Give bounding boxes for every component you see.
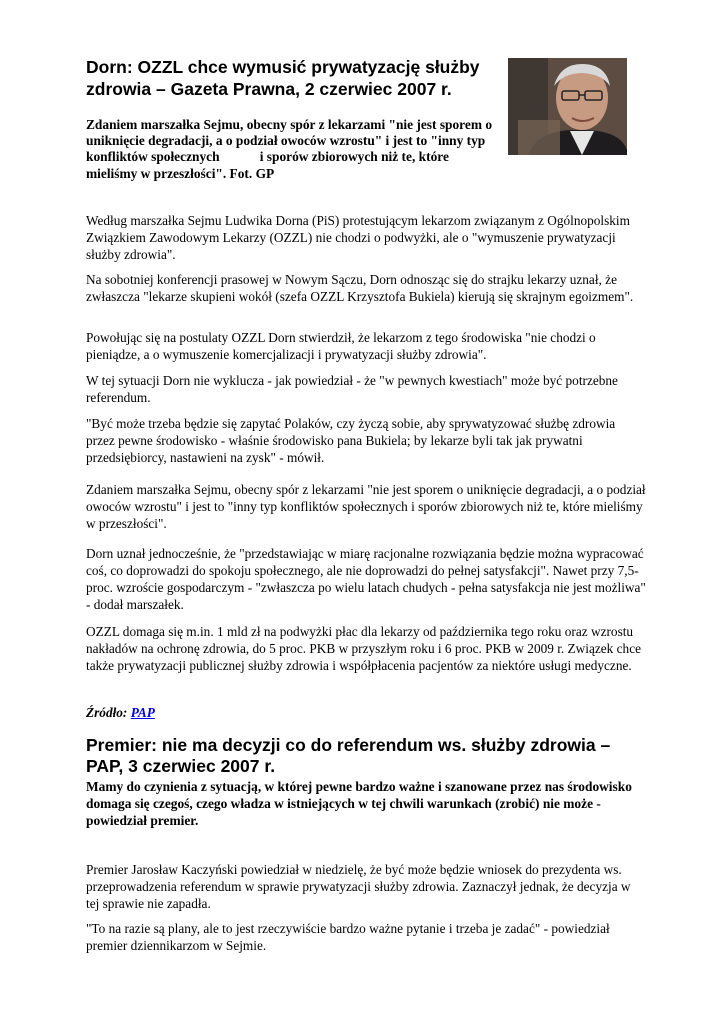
article-1-paragraph: Według marszałka Sejmu Ludwika Dorna (PiS) protestującym lekarzom związanym z Ogólnopolskim Związkiem Zawodowym Lekarzy (OZZL) nie chodzi o podwyżki, ale o "wymuszenie prywatyzacji służby zdrowia". (86, 213, 630, 262)
source-label: Źródło: (86, 705, 128, 720)
article-1-paragraph: Powołując się na postulaty OZZL Dorn stwierdził, że lekarzom z tego środowiska "nie chodzi o pieniądze, a o wymuszenie komercjalizacji i prywatyzacji służby zdrowia". (86, 330, 596, 362)
article-photo (508, 58, 627, 155)
article-2-paragraph: Premier Jarosław Kaczyński powiedział w niedzielę, że być może będzie wniosek do prezydenta ws. przeprowadzenia referendum w sprawie prywatyzacji służby zdrowia. Zaznaczył jednak, że decyzja w tej sprawie nie zapadła. (86, 862, 631, 911)
article-2-lead: Mamy do czynienia z sytuacją, w której pewne bardzo ważne i szanowane przez nas środowisko domaga się czegoś, czego władza w istniejących w tej chwili warunkach (zrobić) nie może - powiedział premier. (86, 779, 632, 828)
article-1-lead: Zdaniem marszałka Sejmu, obecny spór z lekarzami "nie jest sporem o uniknięcie degradacji, a o podział owoców wzrostu" i jest to "inny typ konfliktów społecznych i sporów zbiorowych niż te, które mieliśmy w przeszłości". Fot. GP (86, 117, 496, 181)
article-1-paragraph: "Być może trzeba będzie się zapytać Polaków, czy życzą sobie, aby sprywatyzować służbę zdrowia przez pewne środowisko - właśnie środowisko pana Bukiela; by lekarze byli tak jak prywatni przedsiębiorcy, nastawieni na zysk" - mówił. (86, 416, 616, 465)
source-line (86, 705, 155, 721)
article-1-paragraph: Dorn uznał jednocześnie, że "przedstawiając w miarę racjonalne rozwiązania będzie można wypracować coś, co doprowadzi do spokoju społecznego, ale nie doprowadzi do pełnej satysfakcji". Nawet przy 7,5-proc. wzroście gospodarczym - "zwłaszcza po wielu latach chudych - pełna satysfakcja nie jest możliwa" - dodał marszałek. (86, 546, 646, 612)
article-1-paragraph: W tej sytuacji Dorn nie wyklucza - jak powiedział - że "w pewnych kwestiach" może być potrzebne referendum. (86, 373, 618, 405)
article-1-paragraph: OZZL domaga się m.in. 1 mld zł na podwyżki płac dla lekarzy od października tego roku oraz wzrostu nakładów na ochronę zdrowia, do 5 proc. PKB w przyszłym roku i 6 proc. PKB w 2009 r. Związek chce także prywatyzacji publicznej służby zdrowia i współpłacenia pacjentów za niektóre usługi medyczne. (86, 624, 642, 673)
source-link-pap[interactable]: PAP (130, 705, 155, 720)
article-1-title: Dorn: OZZL chce wymusić prywatyzację służby zdrowia – Gazeta Prawna, 2 czerwiec 2007 r. (86, 57, 480, 99)
article-1-paragraph: Na sobotniej konferencji prasowej w Nowym Sączu, Dorn odnosząc się do strajku lekarzy uznał, że zwłaszcza "lekarze skupieni wokół (szefa OZZL Krzysztofa Bukiela) kierują się skrajnym egoizmem". (86, 272, 634, 304)
article-1-paragraph: Zdaniem marszałka Sejmu, obecny spór z lekarzami "nie jest sporem o uniknięcie degradacji, a o podział owoców wzrostu" i jest to "inny typ konfliktów społecznych i sporów zbiorowych niż te, które mieliśmy w przeszłości". (86, 482, 646, 531)
article-2-paragraph: "To na razie są plany, ale to jest rzeczywiście bardzo ważne pytanie i trzeba je zadać" - powiedział premier dziennikarzom w Sejmie. (86, 921, 610, 953)
article-2-title: Premier: nie ma decyzji co do referendum ws. służby zdrowia – PAP, 3 czerwiec 2007 r. (86, 735, 611, 776)
